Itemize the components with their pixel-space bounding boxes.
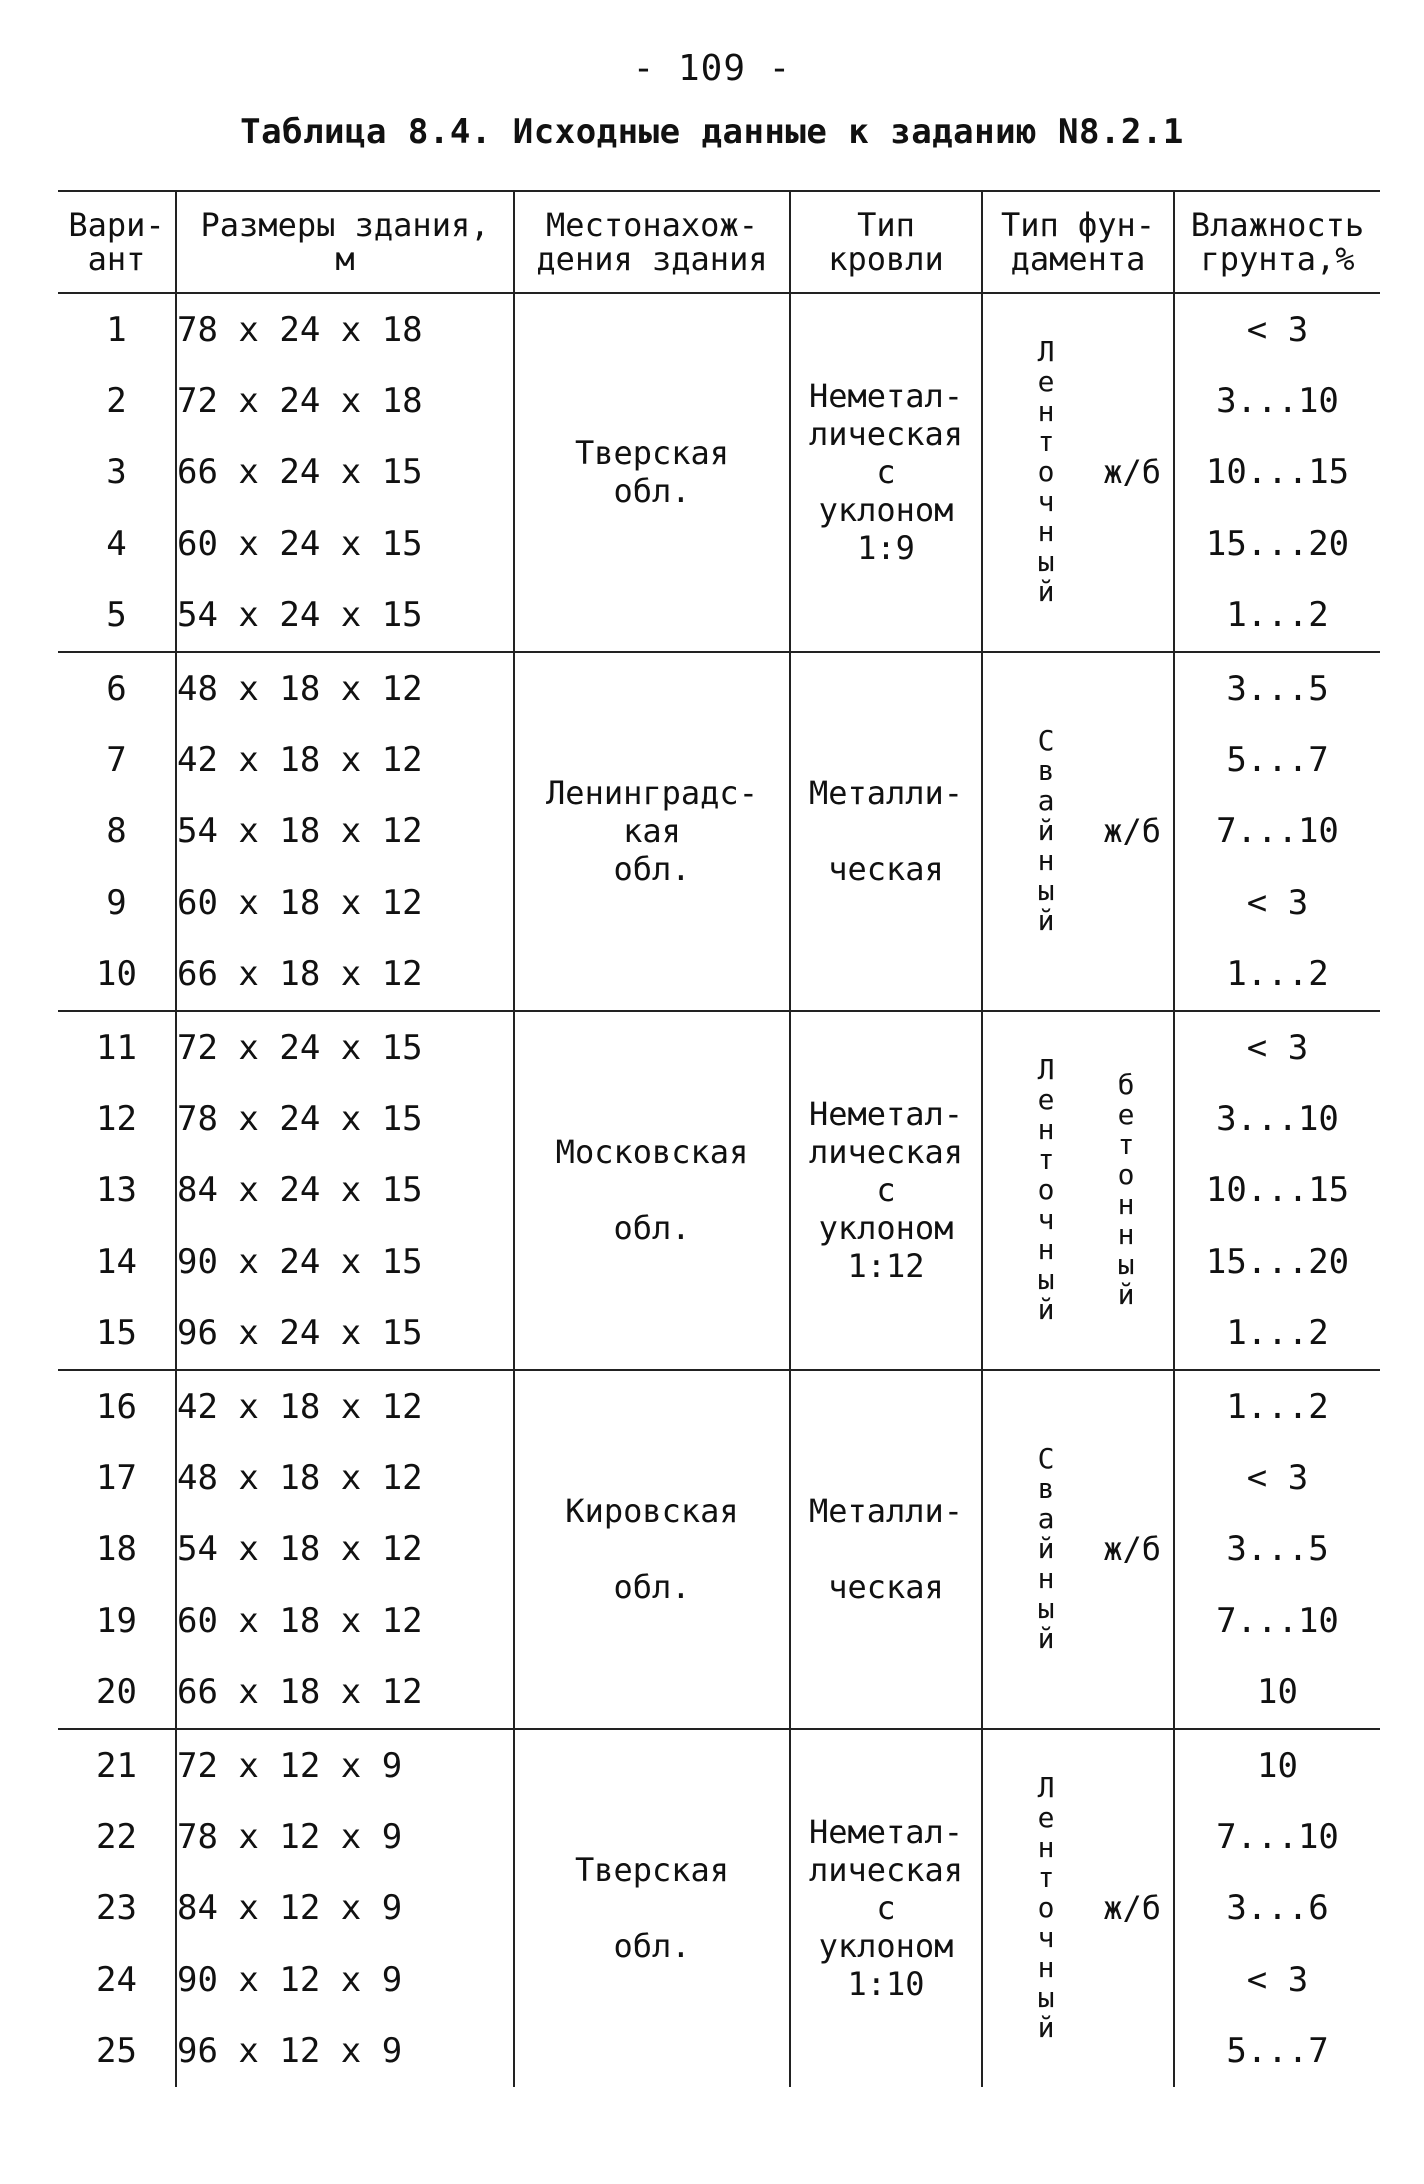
building-dimensions: 78 x 12 x 9 xyxy=(176,1801,514,1872)
foundation-letter: н xyxy=(1037,1233,1055,1267)
building-dimensions: 60 x 24 x 15 xyxy=(176,508,514,579)
building-location: Московская обл. xyxy=(514,1011,790,1370)
foundation-letter: н xyxy=(1037,1562,1055,1596)
building-dimensions: 60 x 18 x 12 xyxy=(176,1585,514,1656)
foundation-letter: ы xyxy=(1037,874,1055,908)
building-location: Тверская обл. xyxy=(514,293,790,652)
building-dimensions: 48 x 18 x 12 xyxy=(176,652,514,724)
variant-number: 9 xyxy=(58,867,176,938)
soil-humidity: 10 xyxy=(1174,1729,1380,1801)
variant-number: 24 xyxy=(58,1944,176,2015)
foundation-material: ж/б xyxy=(1103,812,1161,851)
foundation-letter: ч xyxy=(1037,485,1055,519)
variant-number: 2 xyxy=(58,365,176,436)
soil-humidity: 3...10 xyxy=(1174,365,1380,436)
soil-humidity: 1...2 xyxy=(1174,580,1380,652)
variant-number: 13 xyxy=(58,1155,176,1226)
building-dimensions: 66 x 18 x 12 xyxy=(176,1656,514,1728)
table-row xyxy=(58,652,1380,724)
foundation-letter: ч xyxy=(1037,1921,1055,1955)
soil-humidity: 3...10 xyxy=(1174,1083,1380,1154)
variant-number: 7 xyxy=(58,724,176,795)
building-dimensions: 60 x 18 x 12 xyxy=(176,867,514,938)
soil-humidity: < 3 xyxy=(1174,1442,1380,1513)
soil-humidity: 10 xyxy=(1174,1656,1380,1728)
soil-humidity: < 3 xyxy=(1174,867,1380,938)
building-dimensions: 48 x 18 x 12 xyxy=(176,1442,514,1513)
building-dimensions: 72 x 12 x 9 xyxy=(176,1729,514,1801)
variant-number: 3 xyxy=(58,437,176,508)
foundation-letter: й xyxy=(1037,575,1055,609)
header-variant: Вари- ант xyxy=(58,191,176,293)
foundation-letter: С xyxy=(1037,1442,1055,1476)
building-dimensions: 42 x 18 x 12 xyxy=(176,1370,514,1442)
building-dimensions: 90 x 24 x 15 xyxy=(176,1226,514,1297)
foundation-type-vertical-text xyxy=(1031,1773,1061,2043)
soil-humidity: 1...2 xyxy=(1174,1370,1380,1442)
soil-humidity: 5...7 xyxy=(1174,2015,1380,2086)
header-row xyxy=(58,191,1380,293)
soil-humidity: 7...10 xyxy=(1174,1801,1380,1872)
foundation-letter: о xyxy=(1037,1173,1055,1207)
foundation-letter: ы xyxy=(1037,1263,1055,1297)
variant-number: 1 xyxy=(58,293,176,365)
foundation-type xyxy=(982,1011,1174,1370)
building-location: Ленинградс- кая обл. xyxy=(514,652,790,1011)
table-caption: Таблица 8.4. Исходные данные к заданию N8.2.1 xyxy=(240,112,1184,152)
foundation-letter: н xyxy=(1037,395,1055,429)
foundation-letter: й xyxy=(1037,1532,1055,1566)
building-dimensions: 84 x 24 x 15 xyxy=(176,1155,514,1226)
foundation-letter: Л xyxy=(1037,1771,1055,1805)
foundation-type-vertical-text xyxy=(1031,726,1061,936)
foundation-letter: а xyxy=(1037,1502,1055,1536)
building-dimensions: 72 x 24 x 15 xyxy=(176,1011,514,1083)
soil-humidity: 5...7 xyxy=(1174,724,1380,795)
foundation-letter: ы xyxy=(1037,545,1055,579)
foundation-letter: а xyxy=(1037,784,1055,818)
foundation-letter: ы xyxy=(1037,1592,1055,1626)
building-dimensions: 96 x 12 x 9 xyxy=(176,2015,514,2086)
variant-number: 18 xyxy=(58,1514,176,1585)
foundation-material: ж/б xyxy=(1103,453,1161,492)
header-foundation: Тип фун- дамента xyxy=(982,191,1174,293)
soil-humidity: 10...15 xyxy=(1174,437,1380,508)
variant-number: 20 xyxy=(58,1656,176,1728)
foundation-material: ж/б xyxy=(1103,1889,1161,1928)
roof-type: Металли- ческая xyxy=(790,1370,982,1729)
variant-group xyxy=(58,1370,1380,1729)
foundation-type-vertical-text xyxy=(1031,1444,1061,1654)
foundation-material-letter: й xyxy=(1117,1278,1135,1312)
foundation-letter: в xyxy=(1037,1472,1055,1506)
foundation-material-letter: т xyxy=(1117,1128,1135,1162)
foundation-type xyxy=(982,1370,1174,1729)
foundation-letter: ч xyxy=(1037,1203,1055,1237)
variant-group xyxy=(58,652,1380,1011)
header-roof: Тип кровли xyxy=(790,191,982,293)
foundation-material-letter: н xyxy=(1117,1218,1135,1252)
foundation-type-vertical-text xyxy=(1031,1055,1061,1325)
foundation-material-letter: б xyxy=(1117,1068,1135,1102)
soil-humidity: 7...10 xyxy=(1174,1585,1380,1656)
soil-humidity: 10...15 xyxy=(1174,1155,1380,1226)
foundation-letter: о xyxy=(1037,455,1055,489)
soil-humidity: 1...2 xyxy=(1174,1297,1380,1369)
roof-type: Металли- ческая xyxy=(790,652,982,1011)
table-row xyxy=(58,1370,1380,1442)
foundation-letter: ы xyxy=(1037,1981,1055,2015)
building-dimensions: 54 x 18 x 12 xyxy=(176,1514,514,1585)
roof-type: Неметал- лическая с уклоном 1:10 xyxy=(790,1729,982,2087)
variant-number: 10 xyxy=(58,939,176,1011)
variant-number: 5 xyxy=(58,580,176,652)
soil-humidity: 3...5 xyxy=(1174,652,1380,724)
foundation-letter: е xyxy=(1037,365,1055,399)
foundation-letter: н xyxy=(1037,1951,1055,1985)
foundation-letter: н xyxy=(1037,515,1055,549)
soil-humidity: < 3 xyxy=(1174,293,1380,365)
variant-number: 21 xyxy=(58,1729,176,1801)
variant-number: 8 xyxy=(58,796,176,867)
building-dimensions: 90 x 12 x 9 xyxy=(176,1944,514,2015)
foundation-letter: Л xyxy=(1037,1053,1055,1087)
variant-number: 6 xyxy=(58,652,176,724)
foundation-material: ж/б xyxy=(1103,1530,1161,1569)
foundation-letter: о xyxy=(1037,1891,1055,1925)
building-location: Кировская обл. xyxy=(514,1370,790,1729)
foundation-type xyxy=(982,293,1174,652)
foundation-type-vertical-text xyxy=(1031,337,1061,607)
variant-number: 23 xyxy=(58,1873,176,1944)
building-dimensions: 72 x 24 x 18 xyxy=(176,365,514,436)
building-dimensions: 54 x 24 x 15 xyxy=(176,580,514,652)
foundation-letter: Л xyxy=(1037,335,1055,369)
foundation-letter: е xyxy=(1037,1083,1055,1117)
foundation-letter: в xyxy=(1037,754,1055,788)
roof-type: Неметал- лическая с уклоном 1:12 xyxy=(790,1011,982,1370)
variant-number: 14 xyxy=(58,1226,176,1297)
header-location: Местонахож- дения здания xyxy=(514,191,790,293)
variant-number: 4 xyxy=(58,508,176,579)
foundation-letter: е xyxy=(1037,1801,1055,1835)
building-dimensions: 78 x 24 x 18 xyxy=(176,293,514,365)
table-row xyxy=(58,1729,1380,1801)
foundation-material-vertical-text xyxy=(1111,1070,1141,1310)
soil-humidity: < 3 xyxy=(1174,1011,1380,1083)
variant-number: 16 xyxy=(58,1370,176,1442)
soil-humidity: 3...6 xyxy=(1174,1873,1380,1944)
soil-humidity: 15...20 xyxy=(1174,1226,1380,1297)
foundation-material-letter: о xyxy=(1117,1158,1135,1192)
foundation-type xyxy=(982,652,1174,1011)
variant-number: 12 xyxy=(58,1083,176,1154)
soil-humidity: 1...2 xyxy=(1174,939,1380,1011)
header-dimensions: Размеры здания, м xyxy=(176,191,514,293)
building-dimensions: 54 x 18 x 12 xyxy=(176,796,514,867)
foundation-letter: т xyxy=(1037,1143,1055,1177)
variant-number: 25 xyxy=(58,2015,176,2086)
foundation-letter: С xyxy=(1037,724,1055,758)
soil-humidity: 15...20 xyxy=(1174,508,1380,579)
variant-group xyxy=(58,1729,1380,2087)
variant-number: 17 xyxy=(58,1442,176,1513)
building-dimensions: 66 x 18 x 12 xyxy=(176,939,514,1011)
building-dimensions: 42 x 18 x 12 xyxy=(176,724,514,795)
table-row xyxy=(58,293,1380,365)
foundation-letter: т xyxy=(1037,425,1055,459)
variant-group xyxy=(58,293,1380,652)
variant-number: 22 xyxy=(58,1801,176,1872)
foundation-letter: й xyxy=(1037,904,1055,938)
variant-number: 11 xyxy=(58,1011,176,1083)
foundation-letter: т xyxy=(1037,1861,1055,1895)
foundation-letter: й xyxy=(1037,1293,1055,1327)
foundation-material-letter: н xyxy=(1117,1188,1135,1222)
foundation-letter: й xyxy=(1037,2011,1055,2045)
source-data-table xyxy=(58,190,1380,2087)
building-dimensions: 78 x 24 x 15 xyxy=(176,1083,514,1154)
soil-humidity: 3...5 xyxy=(1174,1514,1380,1585)
soil-humidity: < 3 xyxy=(1174,1944,1380,2015)
soil-humidity: 7...10 xyxy=(1174,796,1380,867)
foundation-letter: н xyxy=(1037,1113,1055,1147)
foundation-material-letter: е xyxy=(1117,1098,1135,1132)
foundation-letter: й xyxy=(1037,814,1055,848)
roof-type: Неметал- лическая с уклоном 1:9 xyxy=(790,293,982,652)
building-dimensions: 96 x 24 x 15 xyxy=(176,1297,514,1369)
page-number: - 109 - xyxy=(632,48,792,89)
variant-number: 19 xyxy=(58,1585,176,1656)
foundation-type xyxy=(982,1729,1174,2087)
building-dimensions: 66 x 24 x 15 xyxy=(176,437,514,508)
variant-number: 15 xyxy=(58,1297,176,1369)
foundation-letter: н xyxy=(1037,1831,1055,1865)
building-dimensions: 84 x 12 x 9 xyxy=(176,1873,514,1944)
variant-group xyxy=(58,1011,1380,1370)
building-location: Тверская обл. xyxy=(514,1729,790,2087)
header-humidity: Влажность грунта,% xyxy=(1174,191,1380,293)
foundation-letter: н xyxy=(1037,844,1055,878)
foundation-letter: й xyxy=(1037,1622,1055,1656)
foundation-material-letter: ы xyxy=(1117,1248,1135,1282)
table-row xyxy=(58,1011,1380,1083)
